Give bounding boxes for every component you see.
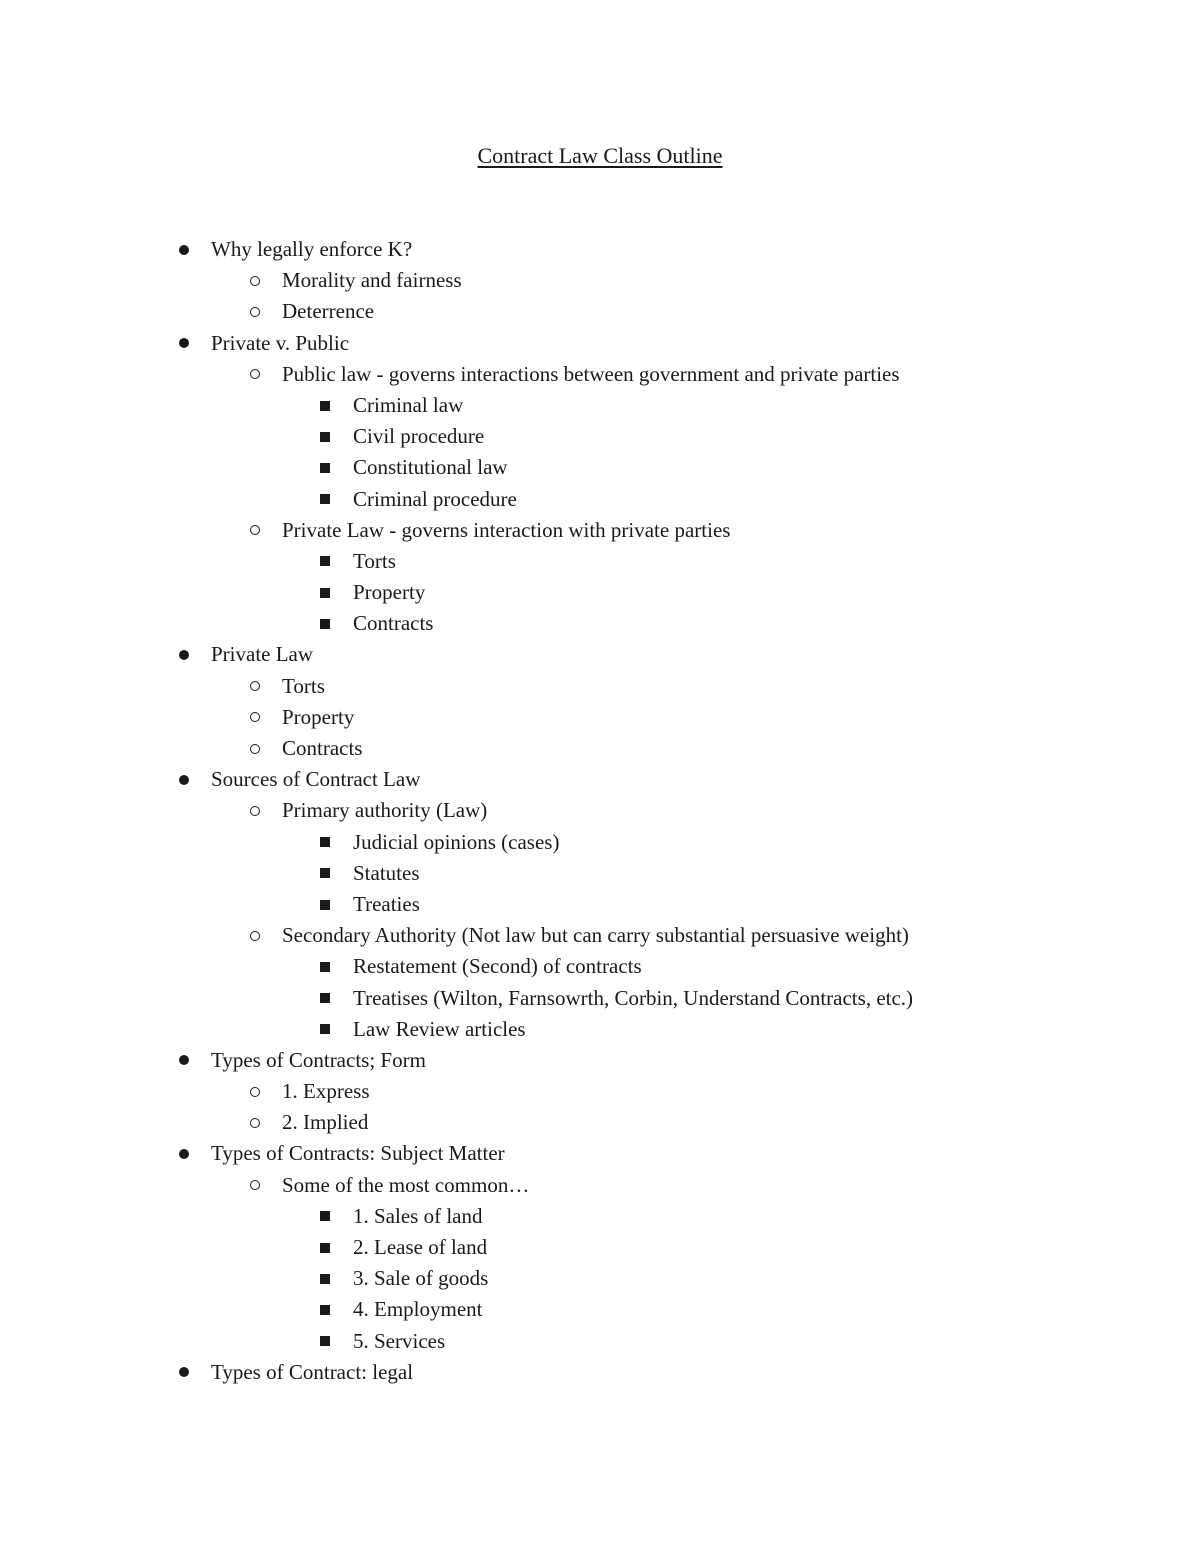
outline-item-text: 1. Sales of land <box>353 1203 483 1228</box>
outline-item-text: 1. Express <box>282 1079 370 1104</box>
filled-circle-bullet-icon <box>176 639 192 670</box>
hollow-circle-bullet-icon <box>247 733 263 764</box>
outline-item-text: Contracts <box>282 736 363 760</box>
filled-circle-bullet-icon <box>176 234 192 265</box>
outline-item-text: Criminal procedure <box>353 486 517 511</box>
outline-item-text: Criminal law <box>353 392 464 417</box>
hollow-circle-bullet-icon <box>247 1170 263 1201</box>
hollow-circle-bullet-icon <box>247 795 263 826</box>
outline-item-text: 4. Employment <box>353 1297 483 1322</box>
hollow-circle-bullet-icon <box>247 296 263 327</box>
hollow-circle-bullet-icon <box>247 515 263 546</box>
filled-square-bullet-icon <box>317 827 333 858</box>
outline-item-text: Private Law - governs interaction with private parties <box>282 517 731 542</box>
filled-circle-bullet-icon <box>176 328 192 359</box>
outline-item-text: Torts <box>353 548 396 573</box>
outline-item-text: Types of Contracts; Form <box>211 1047 426 1072</box>
outline-item-text: Torts <box>282 673 325 698</box>
filled-square-bullet-icon <box>317 452 333 483</box>
outline-item-text: Judicial opinions (cases) <box>353 829 560 854</box>
filled-square-bullet-icon <box>317 421 333 452</box>
hollow-circle-bullet-icon <box>247 671 263 702</box>
filled-square-bullet-icon <box>317 484 333 515</box>
outline-item-text: 5. Services <box>353 1328 446 1353</box>
outline-item-text: Law Review articles <box>353 1016 526 1041</box>
outline-item-text: Treaties <box>353 891 420 916</box>
outline-item-text: Private Law <box>211 642 314 667</box>
outline-item-text: Property <box>282 704 355 729</box>
filled-circle-bullet-icon <box>176 1357 192 1388</box>
outline-item-text: Morality and fairness <box>282 268 462 293</box>
hollow-circle-bullet-icon <box>247 920 263 951</box>
outline-item-text: Treatises (Wilton, Farnsowrth, Corbin, Understand Contracts, etc.) <box>353 985 914 1010</box>
outline-item-text: Property <box>353 580 426 605</box>
hollow-circle-bullet-icon <box>247 702 263 733</box>
filled-square-bullet-icon <box>317 1294 333 1325</box>
filled-square-bullet-icon <box>317 546 333 577</box>
filled-square-bullet-icon <box>317 608 333 639</box>
filled-square-bullet-icon <box>317 390 333 421</box>
outline-item-text: Types of Contracts: Subject Matter <box>211 1141 505 1166</box>
outline-item-text: Contracts <box>353 611 434 636</box>
document-title: Contract Law Class Outline <box>477 143 723 168</box>
hollow-circle-bullet-icon <box>247 1076 263 1107</box>
filled-square-bullet-icon <box>317 951 333 982</box>
filled-square-bullet-icon <box>317 1232 333 1263</box>
filled-square-bullet-icon <box>317 577 333 608</box>
outline-item-text: Statutes <box>353 860 420 885</box>
outline-item-text: Deterrence <box>282 299 375 324</box>
outline-item-text: Restatement (Second) of contracts <box>353 954 642 979</box>
filled-square-bullet-icon <box>317 858 333 889</box>
filled-square-bullet-icon <box>317 1326 333 1357</box>
outline-item-text: Civil procedure <box>353 424 485 449</box>
outline-item-text: Public law - governs interactions between government and private parties <box>282 361 900 386</box>
outline-item-text: Why legally enforce K? <box>211 237 413 261</box>
outline-item-text: Constitutional law <box>353 455 508 480</box>
hollow-circle-bullet-icon <box>247 359 263 390</box>
filled-square-bullet-icon <box>317 983 333 1014</box>
outline-item-text: Sources of Contract Law <box>211 767 421 792</box>
outline-item-text: Primary authority (Law) <box>282 798 488 823</box>
filled-circle-bullet-icon <box>176 764 192 795</box>
filled-circle-bullet-icon <box>176 1138 192 1169</box>
filled-square-bullet-icon <box>317 1014 333 1045</box>
outline-item-text: Secondary Authority (Not law but can carry substantial persuasive weight) <box>282 923 909 948</box>
filled-square-bullet-icon <box>317 1201 333 1232</box>
outline-item-text: 3. Sale of goods <box>353 1266 489 1291</box>
outline-item-text: 2. Lease of land <box>353 1235 488 1259</box>
filled-square-bullet-icon <box>317 889 333 920</box>
outline-item-text: Types of Contract: legal <box>211 1359 414 1384</box>
hollow-circle-bullet-icon <box>247 265 263 296</box>
hollow-circle-bullet-icon <box>247 1107 263 1138</box>
outline-item-text: Some of the most common… <box>282 1172 530 1197</box>
outline-item-text: 2. Implied <box>282 1110 369 1135</box>
filled-square-bullet-icon <box>317 1263 333 1294</box>
filled-circle-bullet-icon <box>176 1045 192 1076</box>
outline-item-text: Private v. Public <box>211 330 350 355</box>
